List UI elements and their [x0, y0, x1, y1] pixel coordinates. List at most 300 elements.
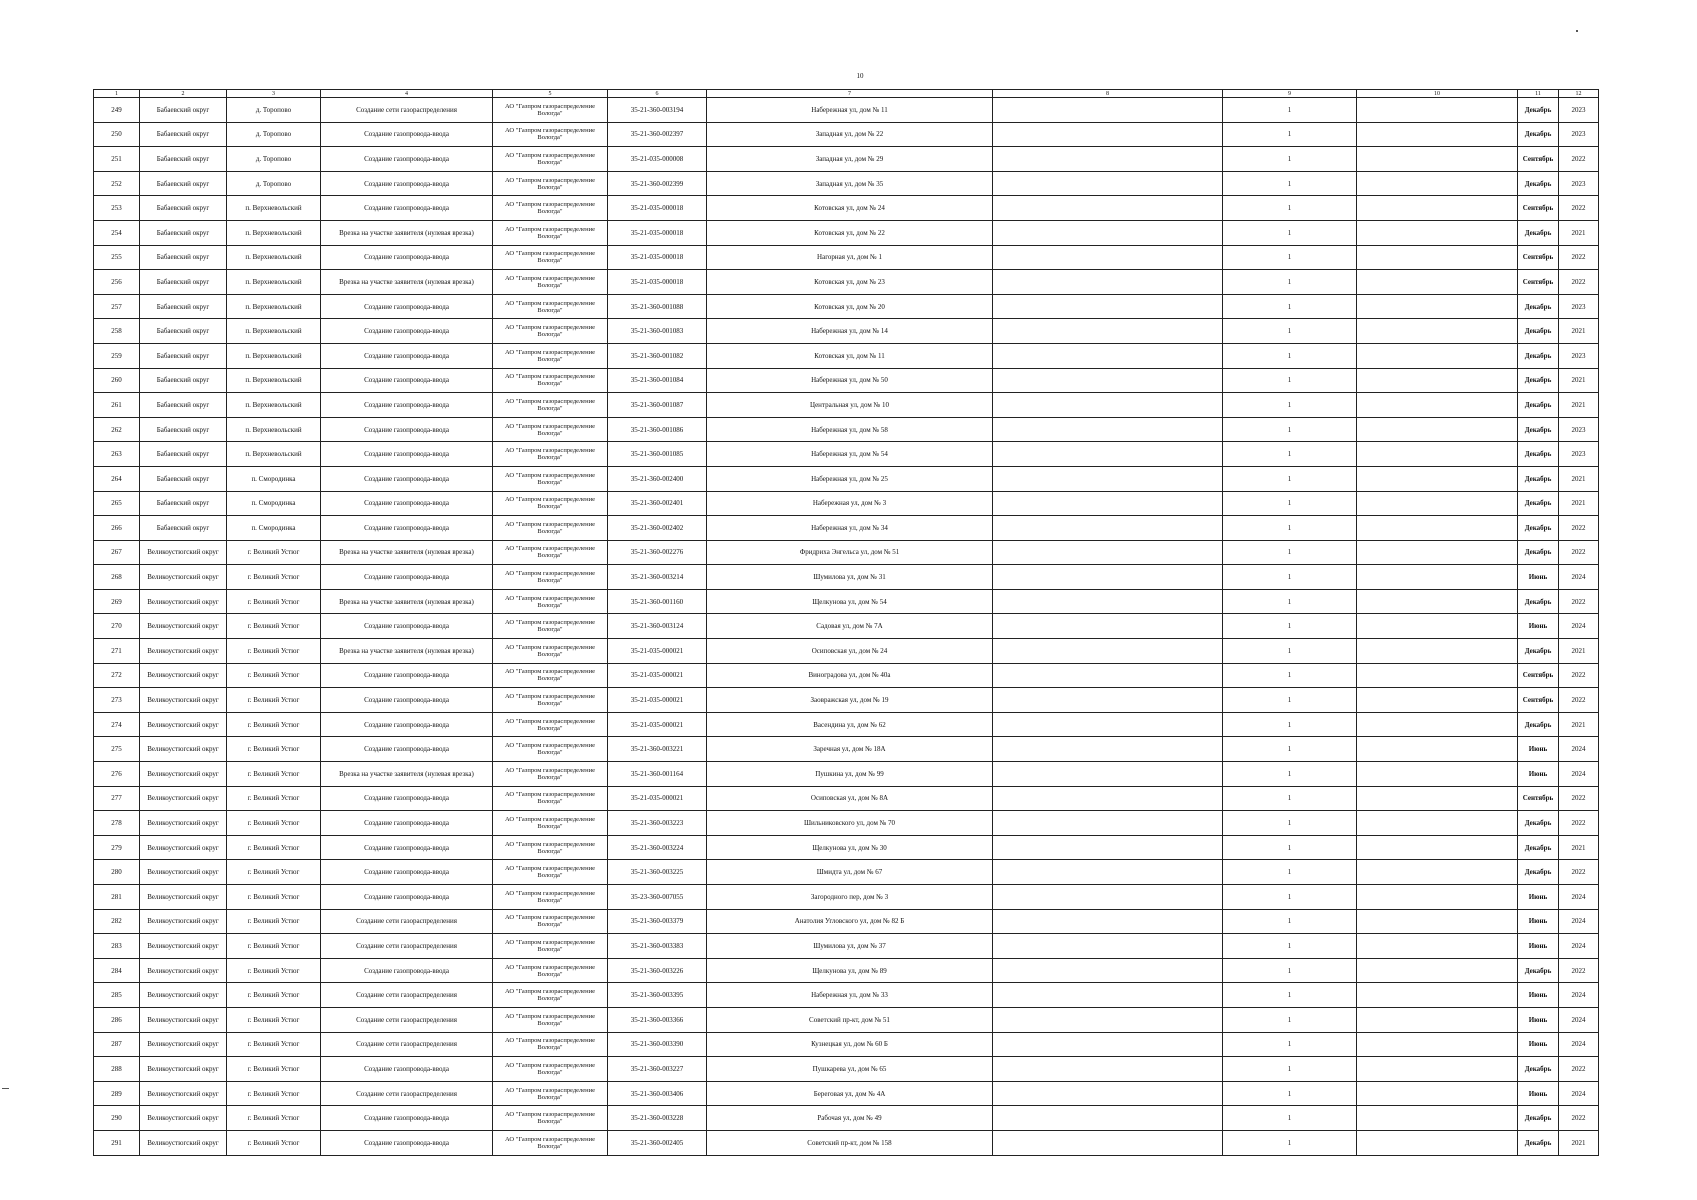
- cell-c8: [993, 442, 1223, 467]
- cell-c9: 1: [1223, 1057, 1357, 1082]
- cell-org: АО "Газпром газораспределение Вологда": [493, 712, 608, 737]
- cell-year: 2022: [1559, 786, 1599, 811]
- cell-c9: 1: [1223, 540, 1357, 565]
- cell-c10: [1357, 712, 1518, 737]
- cell-org: АО "Газпром газораспределение Вологда": [493, 737, 608, 762]
- cell-address: Западная ул, дом № 22: [707, 122, 993, 147]
- cell-year: 2023: [1559, 442, 1599, 467]
- cell-work: Создание газопровода-ввода: [321, 860, 493, 885]
- cell-c10: [1357, 737, 1518, 762]
- cell-c9: 1: [1223, 368, 1357, 393]
- cell-c8: [993, 417, 1223, 442]
- cell-c10: [1357, 491, 1518, 516]
- cell-work: Создание газопровода-ввода: [321, 368, 493, 393]
- col-header-11: 11: [1518, 90, 1559, 98]
- cell-district: Бабаевский округ: [140, 417, 227, 442]
- cell-locality: г. Великий Устюг: [227, 958, 321, 983]
- cell-c10: [1357, 368, 1518, 393]
- cell-org: АО "Газпром газораспределение Вологда": [493, 958, 608, 983]
- cell-org: АО "Газпром газораспределение Вологда": [493, 122, 608, 147]
- cell-c9: 1: [1223, 245, 1357, 270]
- page-number: 10: [856, 72, 864, 80]
- cell-work: Создание газопровода-ввода: [321, 614, 493, 639]
- table-row: [94, 639, 1599, 664]
- cell-c9: 1: [1223, 393, 1357, 418]
- cell-month: Июнь: [1518, 614, 1559, 639]
- cell-work: Создание сети газораспределения: [321, 1081, 493, 1106]
- cell-locality: г. Великий Устюг: [227, 565, 321, 590]
- cell-year: 2021: [1559, 835, 1599, 860]
- cell-no: 277: [94, 786, 140, 811]
- cell-c10: [1357, 466, 1518, 491]
- cell-c10: [1357, 245, 1518, 270]
- cell-no: 289: [94, 1081, 140, 1106]
- cell-org: АО "Газпром газораспределение Вологда": [493, 1130, 608, 1155]
- cell-year: 2024: [1559, 983, 1599, 1008]
- cell-org: АО "Газпром газораспределение Вологда": [493, 1032, 608, 1057]
- cell-c10: [1357, 663, 1518, 688]
- cell-work: Создание сети газораспределения: [321, 983, 493, 1008]
- cell-c10: [1357, 983, 1518, 1008]
- cell-no: 281: [94, 885, 140, 910]
- table-row: [94, 1130, 1599, 1155]
- cell-year: 2022: [1559, 1106, 1599, 1131]
- cell-year: 2023: [1559, 98, 1599, 123]
- cell-year: 2024: [1559, 614, 1599, 639]
- cell-month: Декабрь: [1518, 294, 1559, 319]
- cell-address: Западная ул, дом № 29: [707, 147, 993, 172]
- cell-work: Создание газопровода-ввода: [321, 1106, 493, 1131]
- cell-code: 35-21-035-000018: [608, 245, 707, 270]
- cell-address: Набережная ул, дом № 54: [707, 442, 993, 467]
- cell-district: Великоустюгский округ: [140, 1130, 227, 1155]
- cell-month: Июнь: [1518, 565, 1559, 590]
- cell-c9: 1: [1223, 762, 1357, 787]
- cell-district: Великоустюгский округ: [140, 614, 227, 639]
- cell-locality: п. Верхневольский: [227, 442, 321, 467]
- cell-org: АО "Газпром газораспределение Вологда": [493, 98, 608, 123]
- cell-org: АО "Газпром газораспределение Вологда": [493, 885, 608, 910]
- cell-c10: [1357, 220, 1518, 245]
- cell-district: Великоустюгский округ: [140, 786, 227, 811]
- cell-c10: [1357, 860, 1518, 885]
- cell-address: Советский пр-кт, дом № 51: [707, 1007, 993, 1032]
- cell-c8: [993, 786, 1223, 811]
- cell-locality: г. Великий Устюг: [227, 860, 321, 885]
- cell-locality: п. Верхневольский: [227, 417, 321, 442]
- cell-c8: [993, 1007, 1223, 1032]
- cell-work: Создание газопровода-ввода: [321, 811, 493, 836]
- cell-year: 2023: [1559, 171, 1599, 196]
- cell-month: Декабрь: [1518, 98, 1559, 123]
- table-row: [94, 98, 1599, 123]
- cell-district: Великоустюгский округ: [140, 1057, 227, 1082]
- cell-work: Создание газопровода-ввода: [321, 147, 493, 172]
- cell-c9: 1: [1223, 1007, 1357, 1032]
- table-row: [94, 220, 1599, 245]
- cell-c10: [1357, 98, 1518, 123]
- cell-code: 35-21-360-001087: [608, 393, 707, 418]
- cell-c10: [1357, 639, 1518, 664]
- cell-locality: г. Великий Устюг: [227, 811, 321, 836]
- cell-locality: г. Великий Устюг: [227, 1130, 321, 1155]
- cell-month: Декабрь: [1518, 220, 1559, 245]
- cell-work: Создание газопровода-ввода: [321, 442, 493, 467]
- cell-district: Великоустюгский округ: [140, 589, 227, 614]
- cell-work: Создание газопровода-ввода: [321, 737, 493, 762]
- cell-org: АО "Газпром газораспределение Вологда": [493, 589, 608, 614]
- table-row: [94, 786, 1599, 811]
- cell-code: 35-21-035-000021: [608, 688, 707, 713]
- cell-c9: 1: [1223, 417, 1357, 442]
- cell-district: Великоустюгский округ: [140, 983, 227, 1008]
- cell-code: 35-21-360-003406: [608, 1081, 707, 1106]
- cell-locality: г. Великий Устюг: [227, 639, 321, 664]
- cell-c10: [1357, 417, 1518, 442]
- cell-org: АО "Газпром газораспределение Вологда": [493, 835, 608, 860]
- cell-month: Сентябрь: [1518, 245, 1559, 270]
- cell-c10: [1357, 319, 1518, 344]
- cell-c8: [993, 614, 1223, 639]
- cell-c10: [1357, 565, 1518, 590]
- cell-month: Июнь: [1518, 934, 1559, 959]
- cell-c8: [993, 196, 1223, 221]
- cell-year: 2021: [1559, 491, 1599, 516]
- cell-locality: г. Великий Устюг: [227, 737, 321, 762]
- cell-c9: 1: [1223, 442, 1357, 467]
- cell-work: Создание газопровода-ввода: [321, 688, 493, 713]
- schedule-table: [93, 89, 1599, 1156]
- cell-district: Великоустюгский округ: [140, 1007, 227, 1032]
- cell-no: 258: [94, 319, 140, 344]
- cell-code: 35-21-360-003124: [608, 614, 707, 639]
- cell-address: Шумилова ул, дом № 31: [707, 565, 993, 590]
- cell-month: Декабрь: [1518, 491, 1559, 516]
- cell-org: АО "Газпром газораспределение Вологда": [493, 1106, 608, 1131]
- cell-code: 35-21-360-002276: [608, 540, 707, 565]
- cell-no: 273: [94, 688, 140, 713]
- cell-work: Врезка на участке заявителя (нулевая врезка): [321, 220, 493, 245]
- cell-c8: [993, 294, 1223, 319]
- cell-c8: [993, 540, 1223, 565]
- cell-c8: [993, 466, 1223, 491]
- cell-org: АО "Газпром газораспределение Вологда": [493, 245, 608, 270]
- cell-c8: [993, 319, 1223, 344]
- cell-district: Великоустюгский округ: [140, 885, 227, 910]
- cell-district: Великоустюгский округ: [140, 565, 227, 590]
- cell-c9: 1: [1223, 639, 1357, 664]
- cell-c9: 1: [1223, 1081, 1357, 1106]
- cell-month: Декабрь: [1518, 835, 1559, 860]
- cell-district: Бабаевский округ: [140, 294, 227, 319]
- cell-c9: 1: [1223, 220, 1357, 245]
- cell-address: Пушкарева ул, дом № 65: [707, 1057, 993, 1082]
- table-row: [94, 368, 1599, 393]
- cell-c8: [993, 639, 1223, 664]
- cell-address: Шмидта ул, дом № 67: [707, 860, 993, 885]
- cell-code: 35-21-360-003366: [608, 1007, 707, 1032]
- cell-code: 35-21-035-000018: [608, 220, 707, 245]
- cell-address: Набережная ул, дом № 3: [707, 491, 993, 516]
- cell-c9: 1: [1223, 712, 1357, 737]
- cell-c9: 1: [1223, 1130, 1357, 1155]
- table-row: [94, 393, 1599, 418]
- cell-c9: 1: [1223, 1032, 1357, 1057]
- cell-no: 274: [94, 712, 140, 737]
- cell-c10: [1357, 442, 1518, 467]
- table-row: [94, 516, 1599, 541]
- cell-work: Создание сети газораспределения: [321, 1032, 493, 1057]
- table-row: [94, 860, 1599, 885]
- cell-year: 2021: [1559, 393, 1599, 418]
- cell-month: Декабрь: [1518, 171, 1559, 196]
- cell-month: Декабрь: [1518, 860, 1559, 885]
- cell-locality: п. Верхневольский: [227, 196, 321, 221]
- cell-c9: 1: [1223, 786, 1357, 811]
- cell-c9: 1: [1223, 688, 1357, 713]
- cell-month: Июнь: [1518, 909, 1559, 934]
- cell-locality: п. Верхневольский: [227, 393, 321, 418]
- cell-locality: г. Великий Устюг: [227, 934, 321, 959]
- cell-district: Великоустюгский округ: [140, 934, 227, 959]
- cell-locality: п. Верхневольский: [227, 294, 321, 319]
- table-row: [94, 1007, 1599, 1032]
- table-row: [94, 147, 1599, 172]
- cell-work: Создание газопровода-ввода: [321, 516, 493, 541]
- cell-month: Декабрь: [1518, 639, 1559, 664]
- cell-c8: [993, 1130, 1223, 1155]
- cell-no: 291: [94, 1130, 140, 1155]
- table-row: [94, 466, 1599, 491]
- cell-org: АО "Газпром газораспределение Вологда": [493, 516, 608, 541]
- cell-c9: 1: [1223, 516, 1357, 541]
- cell-locality: г. Великий Устюг: [227, 589, 321, 614]
- table-row: [94, 565, 1599, 590]
- table-row: [94, 909, 1599, 934]
- cell-c9: 1: [1223, 171, 1357, 196]
- cell-c9: 1: [1223, 909, 1357, 934]
- cell-no: 256: [94, 270, 140, 295]
- cell-work: Создание газопровода-ввода: [321, 294, 493, 319]
- cell-code: 35-21-035-000021: [608, 663, 707, 688]
- cell-district: Великоустюгский округ: [140, 835, 227, 860]
- cell-month: Декабрь: [1518, 442, 1559, 467]
- cell-address: Набережная ул, дом № 11: [707, 98, 993, 123]
- cell-org: АО "Газпром газораспределение Вологда": [493, 688, 608, 713]
- cell-district: Бабаевский округ: [140, 270, 227, 295]
- cell-month: Декабрь: [1518, 516, 1559, 541]
- cell-org: АО "Газпром газораспределение Вологда": [493, 860, 608, 885]
- cell-c8: [993, 909, 1223, 934]
- cell-c8: [993, 491, 1223, 516]
- table-row: [94, 294, 1599, 319]
- col-header-3: 3: [227, 90, 321, 98]
- cell-work: Создание газопровода-ввода: [321, 343, 493, 368]
- cell-district: Бабаевский округ: [140, 98, 227, 123]
- col-header-8: 8: [993, 90, 1223, 98]
- cell-code: 35-21-360-002399: [608, 171, 707, 196]
- cell-address: Заречная ул, дом № 18А: [707, 737, 993, 762]
- cell-c8: [993, 270, 1223, 295]
- cell-org: АО "Газпром газораспределение Вологда": [493, 909, 608, 934]
- cell-month: Декабрь: [1518, 1130, 1559, 1155]
- cell-work: Врезка на участке заявителя (нулевая врезка): [321, 639, 493, 664]
- table-row: [94, 885, 1599, 910]
- cell-code: 35-21-360-001083: [608, 319, 707, 344]
- cell-no: 275: [94, 737, 140, 762]
- cell-address: Пушкина ул, дом № 99: [707, 762, 993, 787]
- cell-c10: [1357, 1081, 1518, 1106]
- cell-district: Бабаевский округ: [140, 516, 227, 541]
- cell-no: 287: [94, 1032, 140, 1057]
- cell-c9: 1: [1223, 811, 1357, 836]
- cell-locality: п. Верхневольский: [227, 245, 321, 270]
- table-row: [94, 614, 1599, 639]
- cell-year: 2021: [1559, 712, 1599, 737]
- cell-c10: [1357, 122, 1518, 147]
- cell-c9: 1: [1223, 98, 1357, 123]
- cell-org: АО "Газпром газораспределение Вологда": [493, 368, 608, 393]
- table-row: [94, 442, 1599, 467]
- cell-work: Создание газопровода-ввода: [321, 663, 493, 688]
- cell-district: Великоустюгский округ: [140, 1106, 227, 1131]
- cell-c8: [993, 516, 1223, 541]
- cell-code: 35-21-360-003221: [608, 737, 707, 762]
- cell-address: Береговая ул, дом № 4А: [707, 1081, 993, 1106]
- table-row: [94, 122, 1599, 147]
- cell-no: 290: [94, 1106, 140, 1131]
- cell-work: Создание газопровода-ввода: [321, 1130, 493, 1155]
- cell-locality: д. Торопово: [227, 122, 321, 147]
- cell-c10: [1357, 294, 1518, 319]
- cell-month: Декабрь: [1518, 466, 1559, 491]
- cell-district: Великоустюгский округ: [140, 1081, 227, 1106]
- cell-locality: п. Верхневольский: [227, 220, 321, 245]
- cell-no: 267: [94, 540, 140, 565]
- cell-address: Котовская ул, дом № 22: [707, 220, 993, 245]
- cell-org: АО "Газпром газораспределение Вологда": [493, 639, 608, 664]
- cell-address: Западная ул, дом № 35: [707, 171, 993, 196]
- cell-org: АО "Газпром газораспределение Вологда": [493, 811, 608, 836]
- cell-district: Бабаевский округ: [140, 122, 227, 147]
- table-body: [94, 98, 1599, 1156]
- cell-no: 249: [94, 98, 140, 123]
- cell-code: 35-21-035-000018: [608, 196, 707, 221]
- cell-month: Декабрь: [1518, 122, 1559, 147]
- cell-c9: 1: [1223, 196, 1357, 221]
- cell-locality: г. Великий Устюг: [227, 1081, 321, 1106]
- cell-code: 35-21-360-003225: [608, 860, 707, 885]
- cell-district: Бабаевский округ: [140, 368, 227, 393]
- cell-work: Создание сети газораспределения: [321, 1007, 493, 1032]
- cell-org: АО "Газпром газораспределение Вологда": [493, 1081, 608, 1106]
- table-row: [94, 270, 1599, 295]
- cell-c10: [1357, 516, 1518, 541]
- cell-code: 35-21-360-001160: [608, 589, 707, 614]
- cell-year: 2021: [1559, 368, 1599, 393]
- cell-no: 269: [94, 589, 140, 614]
- cell-work: Создание газопровода-ввода: [321, 171, 493, 196]
- cell-work: Создание газопровода-ввода: [321, 393, 493, 418]
- cell-work: Врезка на участке заявителя (нулевая врезка): [321, 762, 493, 787]
- cell-locality: г. Великий Устюг: [227, 614, 321, 639]
- cell-c10: [1357, 786, 1518, 811]
- cell-work: Создание газопровода-ввода: [321, 196, 493, 221]
- cell-org: АО "Газпром газораспределение Вологда": [493, 786, 608, 811]
- cell-address: Набережная ул, дом № 25: [707, 466, 993, 491]
- cell-code: 35-21-360-001085: [608, 442, 707, 467]
- cell-district: Великоустюгский округ: [140, 663, 227, 688]
- cell-c9: 1: [1223, 885, 1357, 910]
- cell-c9: 1: [1223, 958, 1357, 983]
- cell-month: Сентябрь: [1518, 663, 1559, 688]
- cell-c8: [993, 147, 1223, 172]
- cell-year: 2022: [1559, 860, 1599, 885]
- table-row: [94, 688, 1599, 713]
- cell-code: 35-21-360-003395: [608, 983, 707, 1008]
- cell-address: Котовская ул, дом № 24: [707, 196, 993, 221]
- table-row: [94, 540, 1599, 565]
- cell-no: 282: [94, 909, 140, 934]
- cell-district: Бабаевский округ: [140, 343, 227, 368]
- cell-year: 2022: [1559, 196, 1599, 221]
- cell-c9: 1: [1223, 1106, 1357, 1131]
- cell-c9: 1: [1223, 343, 1357, 368]
- cell-work: Создание газопровода-ввода: [321, 958, 493, 983]
- cell-c8: [993, 98, 1223, 123]
- scan-mark: [2, 1088, 9, 1089]
- table-row: [94, 1057, 1599, 1082]
- col-header-2: 2: [140, 90, 227, 98]
- cell-no: 268: [94, 565, 140, 590]
- cell-year: 2024: [1559, 762, 1599, 787]
- cell-org: АО "Газпром газораспределение Вологда": [493, 983, 608, 1008]
- cell-month: Июнь: [1518, 1032, 1559, 1057]
- table-row: [94, 1032, 1599, 1057]
- cell-district: Бабаевский округ: [140, 196, 227, 221]
- scan-mark: [1576, 30, 1578, 32]
- cell-no: 253: [94, 196, 140, 221]
- cell-c10: [1357, 1032, 1518, 1057]
- cell-address: Советский пр-кт, дом № 158: [707, 1130, 993, 1155]
- cell-c8: [993, 565, 1223, 590]
- cell-locality: г. Великий Устюг: [227, 885, 321, 910]
- cell-address: Набережная ул, дом № 50: [707, 368, 993, 393]
- cell-work: Врезка на участке заявителя (нулевая врезка): [321, 270, 493, 295]
- cell-locality: г. Великий Устюг: [227, 983, 321, 1008]
- cell-c8: [993, 712, 1223, 737]
- cell-address: Садовая ул, дом № 7А: [707, 614, 993, 639]
- cell-month: Декабрь: [1518, 417, 1559, 442]
- cell-c10: [1357, 909, 1518, 934]
- cell-year: 2023: [1559, 122, 1599, 147]
- cell-locality: п. Верхневольский: [227, 319, 321, 344]
- cell-c9: 1: [1223, 589, 1357, 614]
- cell-work: Создание газопровода-ввода: [321, 786, 493, 811]
- cell-no: 279: [94, 835, 140, 860]
- table-row: [94, 343, 1599, 368]
- cell-org: АО "Газпром газораспределение Вологда": [493, 663, 608, 688]
- cell-district: Бабаевский округ: [140, 393, 227, 418]
- col-header-10: 10: [1357, 90, 1518, 98]
- table-row: [94, 589, 1599, 614]
- cell-address: Щелкунова ул, дом № 89: [707, 958, 993, 983]
- cell-no: 262: [94, 417, 140, 442]
- cell-code: 35-21-360-003226: [608, 958, 707, 983]
- table-row: [94, 1106, 1599, 1131]
- cell-c8: [993, 1106, 1223, 1131]
- cell-c10: [1357, 147, 1518, 172]
